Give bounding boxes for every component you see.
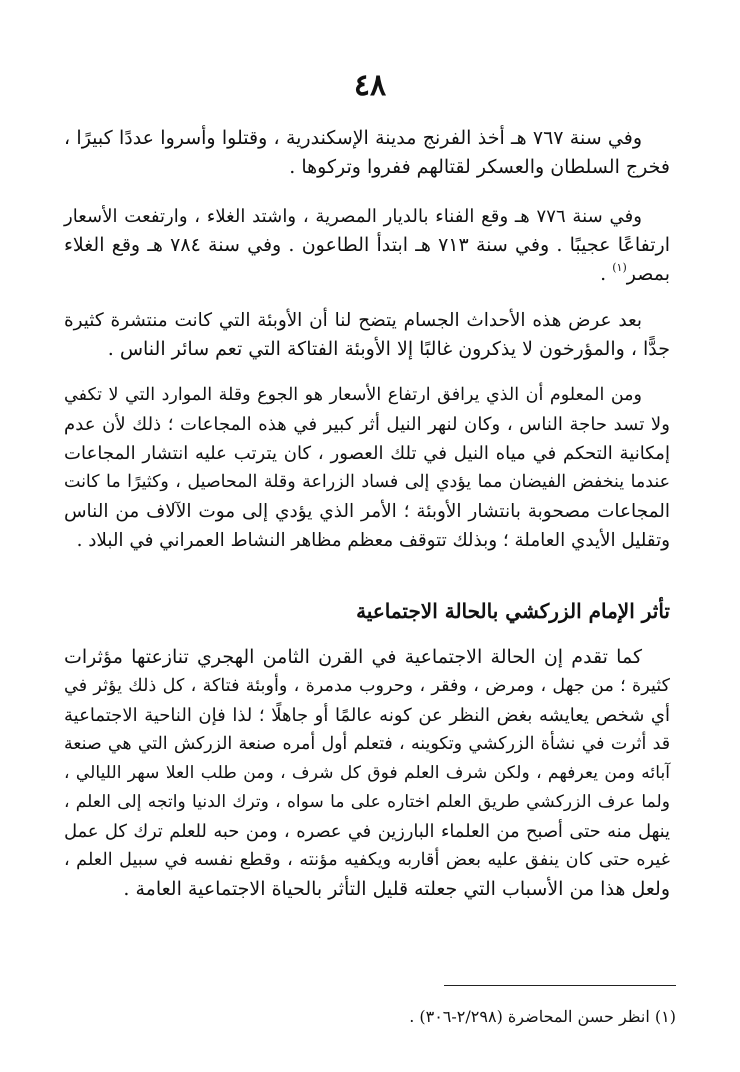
paragraph-3 <box>64 306 670 364</box>
text-line: ولما عرف الزركشي طريق العلم اختاره على ما سواه ، وترك الدنيا واتجه إلى العلم ، <box>64 792 670 812</box>
text-fragment: . <box>600 263 613 285</box>
footnote-reference: (١) <box>612 261 627 274</box>
text-line: أي شخص يعايشه بغض النظر عن كونه عالمًا أو جاهلًا ؛ لذا فإن الناحية الاجتماعية <box>64 705 670 726</box>
footnote-divider <box>444 985 676 986</box>
footnote: (١) انظر حسن المحاضرة (٢/٢٩٨-٣٠٦) . <box>409 1007 676 1026</box>
text-line: ارتفاعًا عجيبًا . وفي سنة ٧١٣ هـ ابتدأ الطاعون . وفي سنة ٧٨٤ هـ وقع الغلاء <box>64 234 670 256</box>
text-line: وتقليل الأيدي العاملة ؛ وبذلك تتوقف معظم مظاهر النشاط العمراني في البلاد . <box>76 530 670 551</box>
text-line: ولعل هذا من الأسباب التي جعلته قليل التأثر بالحياة الاجتماعية العامة . <box>123 878 670 900</box>
text-line: كما تقدم إن الحالة الاجتماعية في القرن الثامن الهجري تنازعتها مؤثرات <box>64 646 642 668</box>
text-line: كثيرة ؛ من جهل ، ومرض ، وفقر ، وحروب مدمرة ، وأوبئة فتاكة ، كل ذلك يؤثر في <box>64 676 670 696</box>
text-line: وفي سنة ٧٦٧ هـ أخذ الفرنج مدينة الإسكندرية ، وقتلوا وأسروا عددًا كبيرًا ، <box>64 127 642 149</box>
page-number: ٤٨ <box>353 68 387 103</box>
text-line: فخرج السلطان والعسكر لقتالهم ففروا وتركوها . <box>289 156 670 178</box>
section-heading: تأثر الإمام الزركشي بالحالة الاجتماعية <box>356 599 670 623</box>
text-line: بعد عرض هذه الأحداث الجسام يتضح لنا أن الأوبئة التي كانت منتشرة كثيرة <box>64 310 642 331</box>
text-fragment: بمصر <box>626 263 670 285</box>
paragraph-1 <box>64 124 670 182</box>
text-line <box>64 260 670 289</box>
text-line: جدًّا ، والمؤرخون لا يذكرون غالبًا إلا الأوبئة الفتاكة التي تعم سائر الناس . <box>107 338 670 360</box>
text-line: قد أثرت في نشأة الزركشي وتكوينه ، فتعلم أول أمره صنعة الزركش التي هي صنعة <box>64 734 670 754</box>
text-line: آبائه ومن يعرفهم ، ولكن شرف العلم فوق كل شرف ، ومن طلب العلا سهر الليالي ، <box>64 763 670 783</box>
paragraph-4 <box>64 381 670 555</box>
section-heading-block <box>64 596 670 626</box>
section-paragraph <box>64 643 670 904</box>
paragraph-2 <box>64 202 670 289</box>
text-line: غيره حتى كان ينفق عليه بعض أقاربه ويكفيه مؤنته ، وقطع نفسه في سبيل العلم ، <box>64 850 670 870</box>
text-line: ولا تسد حاجة الناس ، وكان لنهر النيل أثر كبير في هذه المجاعات ؛ ذلك لأن عدم <box>64 414 670 435</box>
text-line: عندما ينخفض الفيضان مما يؤدي إلى فساد الزراعة وقلة المحاصيل ، وكثيرًا ما كانت <box>64 472 670 492</box>
text-line: ومن المعلوم أن الذي يرافق ارتفاع الأسعار هو الجوع وقلة الموارد التي لا تكفي <box>64 385 642 405</box>
text-line: إمكانية التحكم في مياه النيل في تلك العصور ، كان يترتب عليه انتشار المجاعات <box>64 443 670 464</box>
text-line: المجاعات مصحوبة بانتشار الأوبئة ؛ الأمر الذي يؤدي إلى موت الآلاف من الناس <box>64 501 670 522</box>
text-line: ينهل منه حتى أصبح من العلماء البارزين في عصره ، ومن حبه للعلم ترك كل عمل <box>64 821 670 842</box>
text-line: وفي سنة ٧٧٦ هـ وقع الفناء بالديار المصرية ، واشتد الغلاء ، وارتفعت الأسعار <box>64 206 642 227</box>
